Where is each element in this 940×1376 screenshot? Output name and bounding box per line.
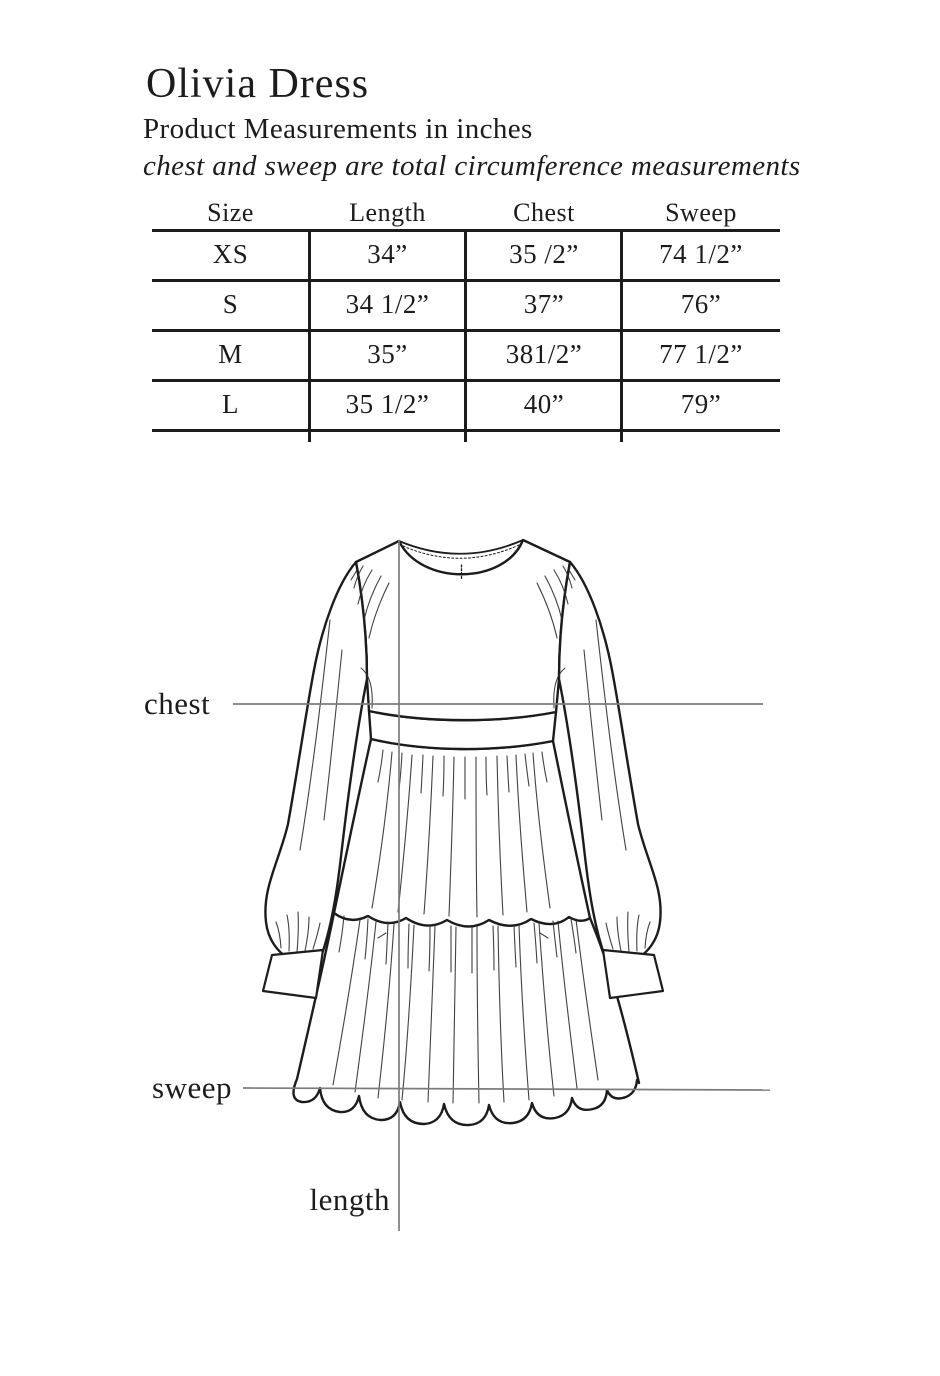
column-header-length: Length — [349, 197, 426, 227]
right-cuff — [603, 950, 663, 998]
length-value: 35 1/2” — [345, 388, 430, 419]
chest-value: 35 /2” — [509, 238, 579, 269]
sweep-label: sweep — [152, 1070, 232, 1105]
left-cuff — [263, 950, 323, 998]
sweep-value: 74 1/2” — [659, 238, 743, 269]
sweep-value: 77 1/2” — [659, 338, 743, 369]
length-value: 35” — [367, 338, 408, 369]
size-value: XS — [212, 238, 249, 269]
subtitle: Product Measurements in inches — [143, 113, 533, 145]
column-header-chest: Chest — [513, 197, 575, 227]
skirt-tier-1 — [334, 739, 590, 927]
chest-value: 37” — [523, 288, 565, 319]
chest-label: chest — [144, 686, 211, 721]
length-label: length — [309, 1182, 390, 1217]
sweep-value: 76” — [680, 288, 722, 319]
skirt-tier-2 — [293, 913, 639, 1125]
bodice — [356, 540, 570, 720]
column-header-sweep: Sweep — [665, 197, 737, 227]
size-value: M — [218, 338, 243, 369]
column-header-size: Size — [207, 197, 254, 227]
length-value: 34 1/2” — [345, 288, 430, 319]
page-title: Olivia Dress — [146, 61, 370, 107]
length-value: 34” — [367, 238, 408, 269]
size-value: S — [222, 288, 239, 319]
sweep-value: 79” — [680, 388, 722, 419]
size-value: L — [222, 388, 239, 419]
chest-value: 381/2” — [505, 338, 583, 369]
chest-value: 40” — [523, 388, 565, 419]
measurement-note: chest and sweep are total circumference measurements — [143, 150, 801, 182]
